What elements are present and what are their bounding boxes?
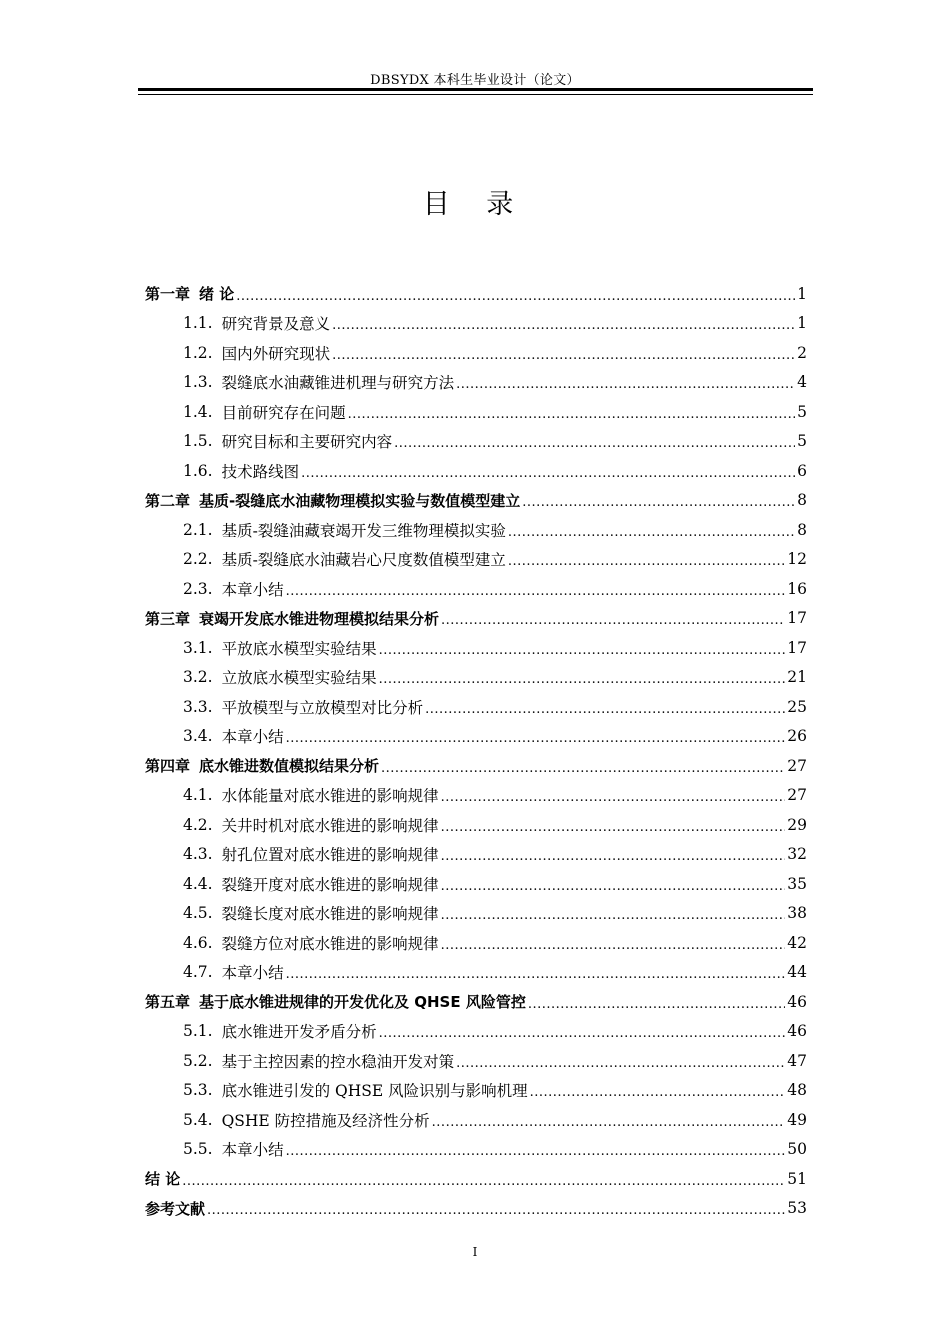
toc-dot-leader <box>379 643 786 663</box>
toc-chapter-entry[interactable] <box>145 486 807 516</box>
toc-entry-number: 1.5. <box>183 432 213 451</box>
toc-entry-number: 5.3. <box>183 1081 213 1100</box>
toc-section-entry[interactable] <box>145 1017 807 1047</box>
toc-entry-label: 本章小结 <box>221 580 284 599</box>
toc-entry-number: 1.1. <box>183 314 213 333</box>
toc-entry-label: 裂缝方位对底水锥进的影响规律 <box>221 934 439 953</box>
toc-entry-page: 2 <box>797 343 807 362</box>
toc-dot-leader <box>456 377 795 397</box>
toc-entry-label: 平放底水模型实验结果 <box>221 639 377 658</box>
toc-chapter-entry[interactable] <box>145 987 807 1017</box>
toc-entry-label: 基于底水锥进规律的开发优化及 QHSE 风险管控 <box>199 993 526 1012</box>
toc-dot-leader <box>528 997 785 1017</box>
toc-entry-page: 48 <box>787 1081 807 1100</box>
toc-entry-number: 3.4. <box>183 727 213 746</box>
toc-entry-label: 基质-裂缝油藏衰竭开发三维物理模拟实验 <box>221 521 506 540</box>
toc-entry-page: 29 <box>787 815 807 834</box>
toc-dot-leader <box>332 348 795 368</box>
toc-entry-number: 第四章 <box>145 757 191 776</box>
toc-entry-page: 46 <box>787 1022 807 1041</box>
toc-entry-label: 射孔位置对底水锥进的影响规律 <box>221 846 439 865</box>
toc-section-entry[interactable] <box>145 663 807 693</box>
toc-entry-page: 5 <box>797 432 807 451</box>
toc-entry-label: 裂缝开度对底水锥进的影响规律 <box>221 875 439 894</box>
toc-dot-leader <box>441 908 786 928</box>
toc-dot-leader <box>286 584 786 604</box>
toc-section-entry[interactable] <box>145 427 807 457</box>
toc-entry-number: 第三章 <box>145 609 191 628</box>
toc-entry-label: 国内外研究现状 <box>221 344 331 363</box>
toc-entry-number: 1.2. <box>183 343 213 362</box>
toc-dot-leader <box>379 672 786 692</box>
toc-dot-leader <box>522 495 795 515</box>
toc-section-entry[interactable] <box>145 899 807 929</box>
toc-entry-page: 12 <box>787 550 807 569</box>
toc-dot-leader <box>456 1056 785 1076</box>
toc-entry-page: 25 <box>787 697 807 716</box>
toc-entry-page: 21 <box>787 668 807 687</box>
toc-entry-label: 技术路线图 <box>221 462 300 481</box>
toc-entry-label: 衰竭开发底水锥进物理模拟结果分析 <box>199 609 440 628</box>
toc-entry-number: 4.6. <box>183 933 213 952</box>
page-number: I <box>472 1245 478 1259</box>
toc-entry-number: 2.2. <box>183 550 213 569</box>
toc-entry-number: 4.1. <box>183 786 213 805</box>
toc-dot-leader <box>381 761 785 781</box>
toc-entry-page: 51 <box>787 1169 807 1188</box>
toc-entry-number: 1.4. <box>183 402 213 421</box>
toc-entry-number: 4.4. <box>183 874 213 893</box>
toc-section-entry[interactable] <box>145 840 807 870</box>
toc-entry-page: 27 <box>787 756 807 775</box>
toc-dot-leader <box>348 407 796 427</box>
toc-section-entry[interactable] <box>145 1105 807 1135</box>
table-of-contents <box>145 279 807 1223</box>
toc-entry-label: 本章小结 <box>221 964 284 983</box>
toc-section-entry[interactable] <box>145 309 807 339</box>
toc-entry-number: 第一章 <box>145 285 191 304</box>
toc-section-entry[interactable] <box>145 810 807 840</box>
toc-entry-page: 47 <box>787 1051 807 1070</box>
toc-entry-label: 研究目标和主要研究内容 <box>221 433 393 452</box>
toc-section-entry[interactable] <box>145 545 807 575</box>
toc-dot-leader <box>286 1144 786 1164</box>
toc-entry-page: 35 <box>787 874 807 893</box>
toc-section-entry[interactable] <box>145 633 807 663</box>
toc-dot-leader <box>530 1085 786 1105</box>
toc-entry-page: 17 <box>787 638 807 657</box>
toc-dot-leader <box>441 849 786 869</box>
toc-entry-label: 立放底水模型实验结果 <box>221 669 377 688</box>
toc-entry-page: 26 <box>787 727 807 746</box>
toc-dot-leader <box>441 938 786 958</box>
toc-entry-number: 5.5. <box>183 1140 213 1159</box>
toc-entry-page: 6 <box>797 461 807 480</box>
toc-entry-label: 基质-裂缝底水油藏物理模拟实验与数值模型建立 <box>199 491 521 510</box>
toc-entry-label: 裂缝底水油藏锥进机理与研究方法 <box>221 374 455 393</box>
toc-entry-label: 本章小结 <box>221 1141 284 1160</box>
toc-section-entry[interactable] <box>145 1135 807 1165</box>
toc-entry-label: 基质-裂缝底水油藏岩心尺度数值模型建立 <box>221 551 506 570</box>
toc-chapter-entry[interactable] <box>145 604 807 634</box>
toc-entry-page: 17 <box>787 609 807 628</box>
toc-entry-label: QSHE 防控措施及经济性分析 <box>221 1111 430 1130</box>
toc-chapter-entry[interactable] <box>145 1194 807 1224</box>
toc-section-entry[interactable] <box>145 574 807 604</box>
toc-section-entry[interactable] <box>145 1076 807 1106</box>
toc-entry-number: 1.6. <box>183 461 213 480</box>
toc-dot-leader <box>508 525 795 545</box>
toc-section-entry[interactable] <box>145 928 807 958</box>
toc-section-entry[interactable] <box>145 692 807 722</box>
toc-entry-label: 平放模型与立放模型对比分析 <box>221 698 424 717</box>
toc-section-entry[interactable] <box>145 722 807 752</box>
toc-entry-label: 底水锥进数值模拟结果分析 <box>199 757 380 776</box>
toc-dot-leader <box>441 613 785 633</box>
toc-entry-page: 42 <box>787 933 807 952</box>
toc-entry-number: 4.3. <box>183 845 213 864</box>
toc-entry-number: 2.1. <box>183 520 213 539</box>
toc-section-entry[interactable] <box>145 1046 807 1076</box>
toc-dot-leader <box>332 318 795 338</box>
toc-dot-leader <box>301 466 795 486</box>
toc-title: 目 录 <box>422 189 528 220</box>
toc-entry-number: 第二章 <box>145 491 191 510</box>
toc-entry-page: 27 <box>787 786 807 805</box>
toc-entry-label: 研究背景及意义 <box>221 315 331 334</box>
toc-entry-label: 底水锥进开发矛盾分析 <box>221 1023 377 1042</box>
toc-entry-number: 5.4. <box>183 1110 213 1129</box>
toc-entry-label: 关井时机对底水锥进的影响规律 <box>221 816 439 835</box>
toc-entry-number: 3.2. <box>183 668 213 687</box>
toc-dot-leader <box>286 731 786 751</box>
toc-entry-number: 4.5. <box>183 904 213 923</box>
toc-entry-page: 8 <box>797 520 807 539</box>
toc-dot-leader <box>394 436 795 456</box>
toc-entry-page: 50 <box>787 1140 807 1159</box>
toc-entry-number: 5.2. <box>183 1051 213 1070</box>
toc-entry-number: 4.2. <box>183 815 213 834</box>
toc-dot-leader <box>441 790 786 810</box>
toc-entry-page: 53 <box>787 1199 807 1218</box>
toc-dot-leader <box>425 702 785 722</box>
toc-entry-number: 第五章 <box>145 993 191 1012</box>
toc-entry-page: 8 <box>797 491 807 510</box>
toc-entry-number: 1.3. <box>183 373 213 392</box>
toc-entry-page: 16 <box>787 579 807 598</box>
toc-dot-leader <box>182 1174 785 1194</box>
toc-dot-leader <box>441 879 786 899</box>
toc-entry-label: 目前研究存在问题 <box>221 403 346 422</box>
toc-entry-page: 49 <box>787 1110 807 1129</box>
toc-entry-number: 5.1. <box>183 1022 213 1041</box>
toc-dot-leader <box>286 967 786 987</box>
toc-entry-page: 44 <box>787 963 807 982</box>
toc-entry-label: 结 论 <box>145 1170 181 1189</box>
toc-entry-page: 1 <box>797 314 807 333</box>
toc-chapter-entry[interactable] <box>145 279 807 309</box>
toc-section-entry[interactable] <box>145 338 807 368</box>
toc-entry-page: 4 <box>797 373 807 392</box>
toc-entry-label: 本章小结 <box>221 728 284 747</box>
toc-chapter-entry[interactable] <box>145 751 807 781</box>
toc-entry-label: 绪 论 <box>199 285 235 304</box>
toc-entry-number: 3.1. <box>183 638 213 657</box>
toc-entry-page: 5 <box>797 402 807 421</box>
header-rule-thick <box>138 88 813 91</box>
toc-entry-label: 基于主控因素的控水稳油开发对策 <box>221 1052 455 1071</box>
toc-entry-page: 38 <box>787 904 807 923</box>
toc-dot-leader <box>508 554 785 574</box>
toc-entry-page: 1 <box>797 284 807 303</box>
toc-section-entry[interactable] <box>145 397 807 427</box>
toc-entry-label: 裂缝长度对底水锥进的影响规律 <box>221 905 439 924</box>
toc-dot-leader <box>236 289 795 309</box>
toc-entry-number: 4.7. <box>183 963 213 982</box>
toc-section-entry[interactable] <box>145 958 807 988</box>
toc-entry-number: 3.3. <box>183 697 213 716</box>
toc-entry-label: 底水锥进引发的 QHSE 风险识别与影响机理 <box>221 1082 528 1101</box>
toc-chapter-entry[interactable] <box>145 1164 807 1194</box>
toc-section-entry[interactable] <box>145 781 807 811</box>
header-rule-thin <box>138 94 813 95</box>
header-title: DBSYDX 本科生毕业设计（论文） <box>370 73 580 88</box>
toc-entry-label: 水体能量对底水锥进的影响规律 <box>221 787 439 806</box>
toc-dot-leader <box>441 820 786 840</box>
toc-section-entry[interactable] <box>145 869 807 899</box>
toc-dot-leader <box>207 1203 785 1223</box>
toc-entry-page: 32 <box>787 845 807 864</box>
toc-dot-leader <box>432 1115 786 1135</box>
toc-entry-number: 2.3. <box>183 579 213 598</box>
toc-section-entry[interactable] <box>145 368 807 398</box>
toc-entry-label: 参考文献 <box>145 1199 206 1218</box>
toc-entry-page: 46 <box>787 992 807 1011</box>
toc-section-entry[interactable] <box>145 515 807 545</box>
toc-dot-leader <box>379 1026 786 1046</box>
toc-section-entry[interactable] <box>145 456 807 486</box>
